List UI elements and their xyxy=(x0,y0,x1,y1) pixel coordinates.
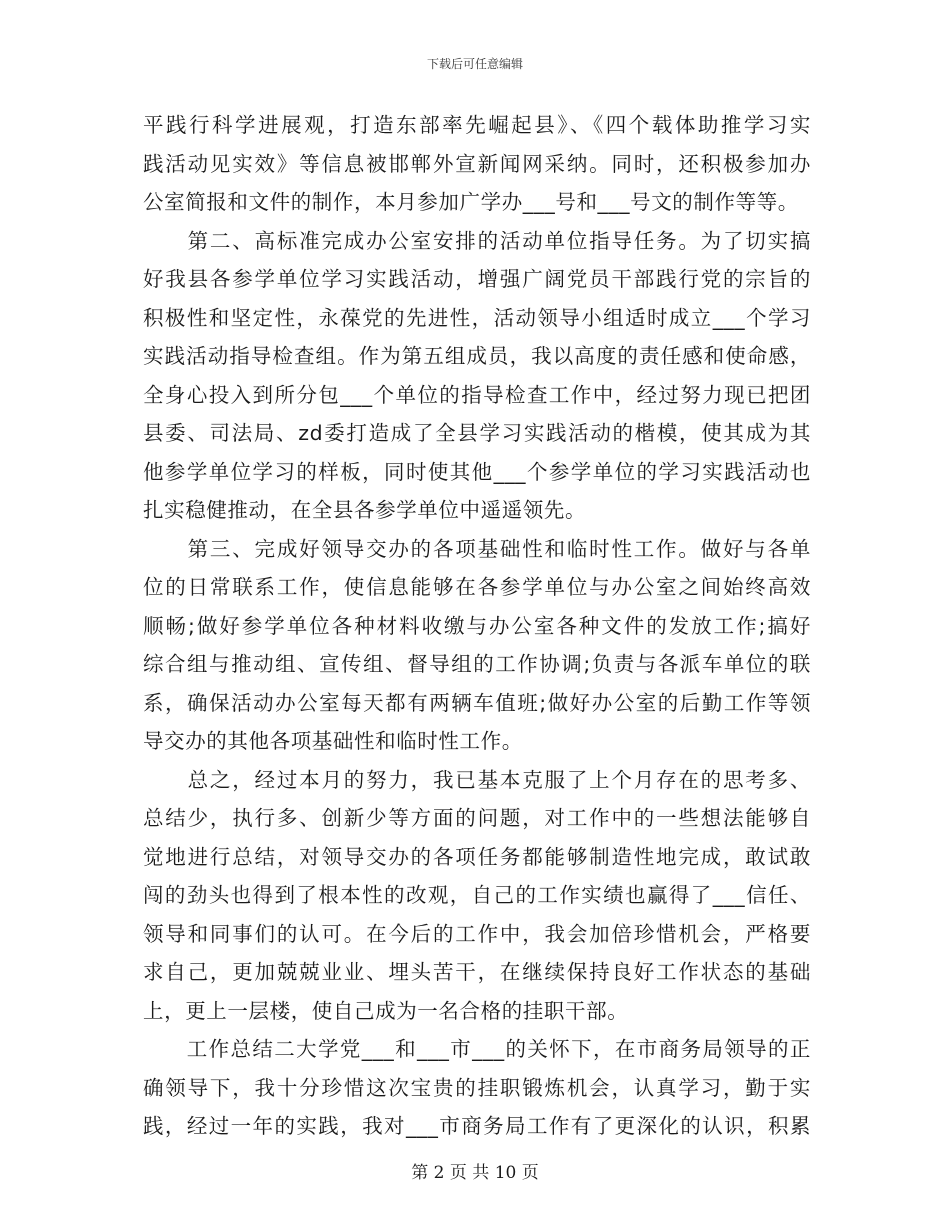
text-line: 践，经过一年的实践，我对___市商务局工作有了更深化的认识，积累 xyxy=(143,1114,811,1138)
text-line: 公室简报和文件的制作，本月参加广学办___号和___号文的制作等等。 xyxy=(143,190,799,214)
text-line: 确领导下，我十分珍惜这次宝贵的挂职锻炼机会，认真学习，勤于实 xyxy=(143,1075,811,1100)
text-line: 县委、司法局、zd委打造成了全县学习实践活动的楷模，使其成为其 xyxy=(143,421,811,445)
text-line: 上，更上一层楼，使自己成为一名合格的挂职干部。 xyxy=(143,998,629,1023)
text-line: 顺畅;做好参学单位各种材料收缴与办公室各种文件的发放工作;搞好 xyxy=(143,613,811,638)
text-line: 实践活动指导检查组。作为第五组成员，我以高度的责任感和使命感， xyxy=(143,344,811,368)
text-line: 求自己，更加兢兢业业、埋头苦干，在继续保持良好工作状态的基础 xyxy=(143,960,811,984)
text-line: 平践行科学进展观，打造东部率先崛起县》、《四个载体助推学习实 xyxy=(143,113,811,137)
text-line: 总结少，执行多、创新少等方面的问题，对工作中的一些想法能够自 xyxy=(143,806,811,830)
text-line: 闯的劲头也得到了根本性的改观，自己的工作实绩也赢得了___信任、 xyxy=(143,883,811,907)
text-line: 总之，经过本月的努力，我已基本克服了上个月存在的思考多、 xyxy=(143,767,811,792)
document-body xyxy=(143,106,811,1146)
text-line: 好我县各参学单位学习实践活动，增强广阔党员干部践行党的宗旨的 xyxy=(143,267,811,291)
text-line: 系，确保活动办公室每天都有两辆车值班;做好办公室的后勤工作等领 xyxy=(143,690,811,715)
text-line: 第二、高标准完成办公室安排的活动单位指导任务。为了切实搞 xyxy=(143,228,811,253)
text-line: 践活动见实效》等信息被邯郸外宣新闻网采纳。同时，还积极参加办 xyxy=(143,151,811,176)
text-line: 综合组与推动组、宣传组、督导组的工作协调;负责与各派车单位的联 xyxy=(143,652,811,676)
text-line: 积极性和坚定性，永葆党的先进性，活动领导小组适时成立___个学习 xyxy=(143,305,811,330)
text-line: 位的日常联系工作，使信息能够在各参学单位与办公室之间始终高效 xyxy=(143,575,811,599)
text-line: 领导和同事们的认可。在今后的工作中，我会加倍珍惜机会，严格要 xyxy=(143,921,811,946)
text-line: 第三、完成好领导交办的各项基础性和临时性工作。做好与各单 xyxy=(143,536,811,561)
page-number-footer: 第 2 页 共 10 页 xyxy=(411,1163,539,1183)
text-line: 全身心投入到所分包___个单位的指导检查工作中，经过努力现已把团 xyxy=(143,382,811,407)
text-line: 工作总结二大学党___和___市___的关怀下，在市商务局领导的正 xyxy=(143,1037,811,1061)
text-line: 他参学单位学习的样板，同时使其他___个参学单位的学习实践活动也 xyxy=(143,459,811,484)
text-line: 觉地进行总结，对领导交办的各项任务都能够制造性地完成，敢试敢 xyxy=(143,844,811,869)
page-header-note: 下载后可任意编辑 xyxy=(426,57,523,71)
text-line: 导交办的其他各项基础性和临时性工作。 xyxy=(143,729,523,753)
text-line: 扎实稳健推动，在全县各参学单位中遥遥领先。 xyxy=(143,498,587,522)
